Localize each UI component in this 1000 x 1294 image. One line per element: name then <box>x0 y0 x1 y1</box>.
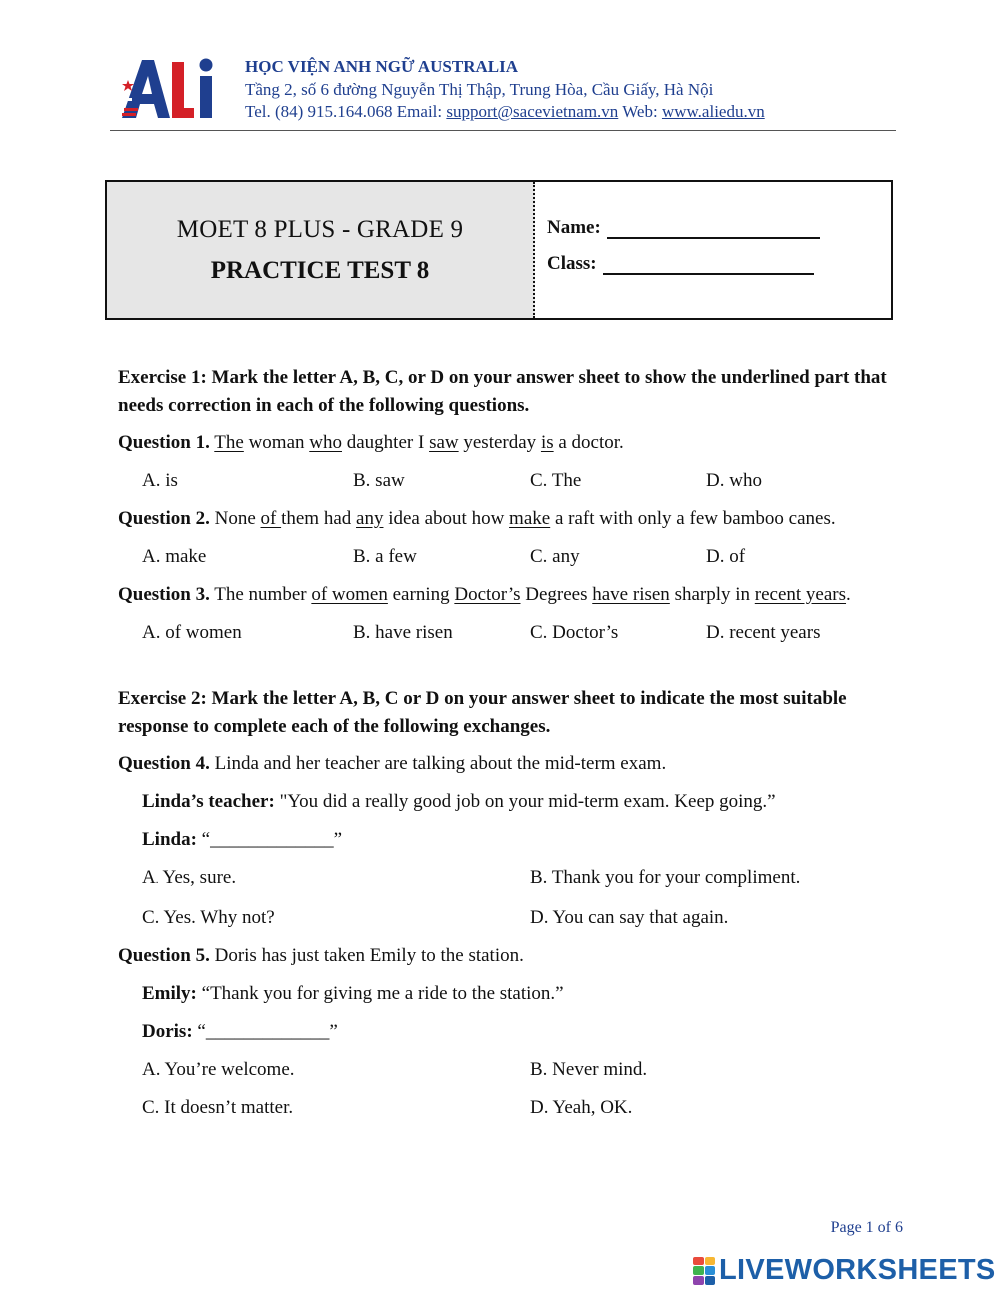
org-contact <box>245 101 765 124</box>
liveworksheets-text: LIVEWORKSHEETS <box>719 1254 996 1286</box>
question-3-options <box>142 619 908 647</box>
class-field[interactable] <box>603 257 814 275</box>
question-4 <box>118 750 908 778</box>
q3-text: sharply in <box>669 584 755 605</box>
question-2 <box>118 505 908 533</box>
option-a[interactable] <box>142 864 530 894</box>
q2-underline-any: any <box>356 508 384 529</box>
email-link[interactable]: support@sacevietnam.vn <box>446 102 619 121</box>
name-row <box>547 217 891 239</box>
org-address: Tầng 2, số 6 đường Nguyễn Thị Thập, Trung Hòa, Cầu Giấy, Hà Nội <box>245 79 714 99</box>
test-title: PRACTICE TEST 8 <box>210 256 430 284</box>
question-5-text: Doris has just taken Emily to the station. <box>209 945 524 966</box>
option-a[interactable]: A. is <box>142 470 178 491</box>
q4-speaker-linda: Linda: <box>142 829 197 850</box>
option-c[interactable]: C. Doctor’s <box>530 622 619 643</box>
option-a-text: Yes, sure. <box>158 867 237 888</box>
option-a[interactable]: A. of women <box>142 622 242 643</box>
q2-text: a raft with only a few bamboo canes. <box>550 508 836 529</box>
question-1 <box>118 429 908 457</box>
option-b[interactable]: B. saw <box>353 470 405 491</box>
question-4-text: Linda and her teacher are talking about the mid-term exam. <box>209 753 667 774</box>
title-box <box>105 180 893 320</box>
option-d[interactable]: D. recent years <box>706 622 821 643</box>
option-d[interactable]: D. of <box>706 546 746 567</box>
question-5-options-row-2 <box>142 1094 908 1122</box>
class-row <box>547 253 891 275</box>
class-label: Class: <box>547 253 597 274</box>
q4-speaker-teacher: Linda’s teacher: <box>142 791 275 812</box>
q3-underline-have-risen: have risen <box>592 584 670 605</box>
option-d[interactable]: D. Yeah, OK. <box>530 1097 633 1118</box>
student-info-panel <box>535 182 891 318</box>
question-1-label: Question 1. <box>118 432 210 453</box>
question-4-options-row-2 <box>142 904 908 932</box>
question-3-label: Question 3. <box>118 584 210 605</box>
q1-text: a doctor. <box>553 432 624 453</box>
q3-underline-doctors: Doctor’s <box>454 584 521 605</box>
q5-doris-blank[interactable]: “_____________” <box>192 1021 338 1042</box>
question-2-options <box>142 543 908 571</box>
q1-text: woman <box>243 432 310 453</box>
option-b[interactable]: B. have risen <box>353 622 453 643</box>
web-link[interactable]: www.aliedu.vn <box>661 102 765 121</box>
org-info <box>245 56 765 124</box>
exercise-1-instruction: Exercise 1: Mark the letter A, B, C, or D on your answer sheet to show the underlined part that needs correction in each of the following questions. <box>118 367 887 416</box>
q3-text: Degrees <box>520 584 593 605</box>
question-4-label: Question 4. <box>118 753 210 774</box>
q3-underline-recent-years: recent years <box>754 584 847 605</box>
exercise-2-instruction: Exercise 2: Mark the letter A, B, C or D on your answer sheet to indicate the most suitable response to complete each of the following exchanges. <box>118 688 847 737</box>
name-label: Name: <box>547 217 601 238</box>
q1-underline-saw: saw <box>429 432 459 453</box>
q4-linda-blank[interactable]: “_____________” <box>196 829 343 850</box>
liveworksheets-icon <box>693 1257 715 1285</box>
q2-underline-of: of <box>260 508 282 529</box>
q5-dialog-line-1 <box>142 980 908 1008</box>
option-a[interactable]: A. make <box>142 546 207 567</box>
option-a-dot: . <box>155 874 159 886</box>
q5-dialog-line-2 <box>142 1018 908 1046</box>
q3-text: The number <box>209 584 312 605</box>
option-d[interactable]: D. You can say that again. <box>530 907 729 928</box>
q4-teacher-line: "You did a really good job on your mid-term exam. Keep going.” <box>274 791 776 812</box>
title-panel <box>107 182 535 318</box>
q2-text: them had <box>281 508 357 529</box>
liveworksheets-brand[interactable] <box>693 1254 996 1287</box>
option-c[interactable]: C. It doesn’t matter. <box>142 1097 294 1118</box>
option-a-letter: A <box>142 867 156 888</box>
q5-emily-line: “Thank you for giving me a ride to the station.” <box>196 983 564 1004</box>
spacer <box>118 657 908 685</box>
ali-logo <box>118 50 222 126</box>
course-title: MOET 8 PLUS - GRADE 9 <box>176 215 464 243</box>
q1-text: yesterday <box>458 432 541 453</box>
option-c[interactable]: C. Yes. Why not? <box>142 907 275 928</box>
q5-speaker-emily: Emily: <box>142 983 197 1004</box>
q3-text: earning <box>387 584 455 605</box>
web-label: Web: <box>618 102 662 121</box>
q5-speaker-doris: Doris: <box>142 1021 193 1042</box>
question-4-options-row-1 <box>142 864 908 894</box>
q2-text: idea about how <box>383 508 510 529</box>
option-d[interactable]: D. who <box>706 470 762 491</box>
org-name: HỌC VIỆN ANH NGỮ AUSTRALIA <box>245 57 518 76</box>
option-a[interactable]: A. You’re welcome. <box>142 1059 295 1080</box>
q1-text: daughter I <box>342 432 430 453</box>
q2-underline-make: make <box>509 508 551 529</box>
page-number: Page 1 of 6 <box>830 1219 903 1236</box>
question-5 <box>118 942 908 970</box>
tel-text: Tel. (84) 915.164.068 Email: <box>245 102 447 121</box>
q3-underline-of-women: of women <box>311 584 388 605</box>
option-b[interactable]: B. Thank you for your compliment. <box>530 867 801 888</box>
name-field[interactable] <box>607 221 820 239</box>
question-5-options-row-1 <box>142 1056 908 1084</box>
q4-dialog-line-2 <box>142 826 908 854</box>
option-b[interactable]: B. a few <box>353 546 417 567</box>
q1-underline-is: is <box>540 432 554 453</box>
worksheet-content <box>118 364 908 1132</box>
option-b[interactable]: B. Never mind. <box>530 1059 648 1080</box>
q4-dialog-line-1 <box>142 788 908 816</box>
q3-text: . <box>846 584 851 605</box>
header-divider <box>110 130 896 131</box>
question-2-label: Question 2. <box>118 508 210 529</box>
option-c[interactable]: C. any <box>530 546 580 567</box>
question-5-label: Question 5. <box>118 945 210 966</box>
q1-underline-who: who <box>309 432 342 453</box>
question-1-options <box>142 467 908 495</box>
q2-text: None <box>209 508 261 529</box>
q1-underline-the: The <box>214 432 244 453</box>
option-c[interactable]: C. The <box>530 470 582 491</box>
question-3 <box>118 581 908 609</box>
